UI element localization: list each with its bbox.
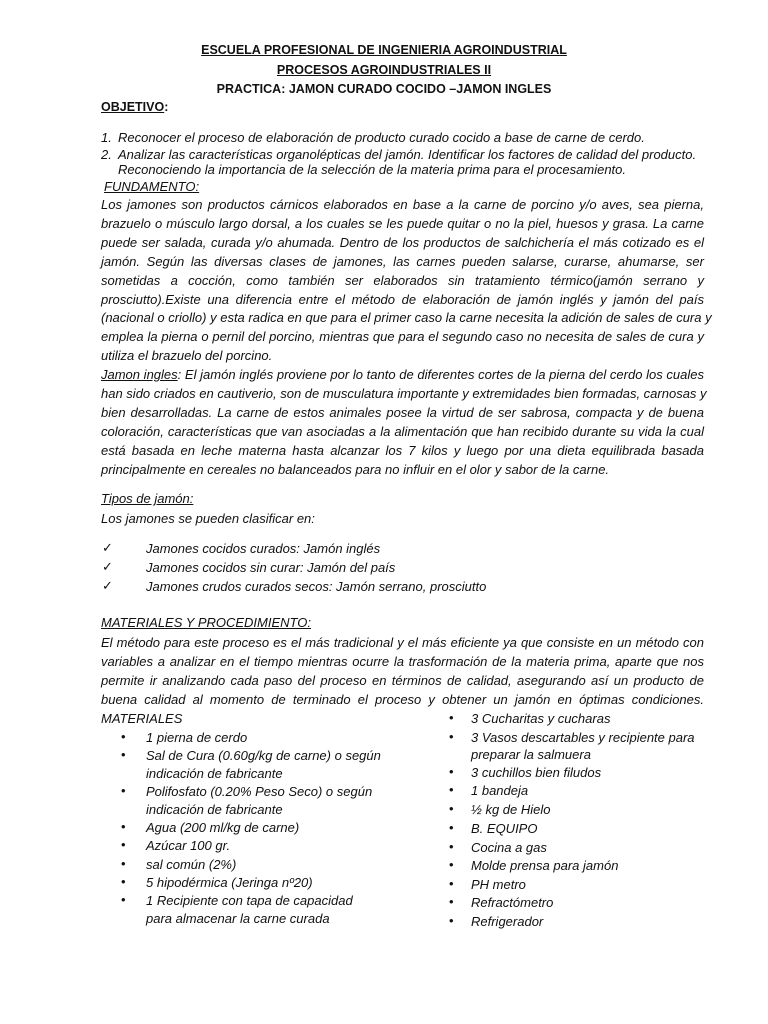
material-item-cont: para almacenar la carne curada (146, 911, 330, 926)
objetivo-item-2-number: 2. (101, 147, 112, 162)
material-item: sal común (2%) (146, 857, 237, 872)
fundamento-line: sometidas a cocción, como también ser elaborados sin tratamiento térmico(jamón serrano y (101, 272, 704, 288)
jamon-ingles-paragraph (101, 366, 707, 479)
fundamento-line: prosciutto).Existe una diferencia entre el método de elaboración de jamón inglés y jamón del país (101, 291, 704, 307)
jamon-ingles-line: bien desarrolladas. La carne de estos animales posee la virtud de ser sabrosa, compacta y de buena (101, 404, 704, 420)
fundamento-line: emplea la pierna o pernil del porcino, mientras que para el segundo caso no necesita de sales de cura y (101, 329, 704, 345)
objetivo-colon: : (164, 100, 169, 114)
material-item: Polifosfato (0.20% Peso Seco) o según (146, 784, 373, 799)
material-item-cont: preparar la salmuera (471, 747, 591, 762)
bullet-icon: • (449, 894, 454, 909)
tipos-item: Jamones cocidos curados: Jamón inglés (146, 541, 381, 556)
bullet-icon: • (121, 747, 126, 762)
bullet-icon: • (449, 729, 454, 744)
procedimiento-line: buena calidad al momento de terminado el proceso y obtener un jamón en óptimas condiciones. (101, 691, 704, 707)
bullet-icon: • (121, 837, 126, 852)
practice-title: PRACTICA: JAMON CURADO COCIDO –JAMON INGLES (216, 82, 552, 96)
bullet-icon: • (121, 874, 126, 889)
school-title: ESCUELA PROFESIONAL DE INGENIERIA AGROINDUSTRIAL (201, 43, 567, 57)
objetivo-heading-text: OBJETIVO (101, 100, 165, 114)
bullet-icon: • (449, 876, 454, 891)
fundamento-line: puede ser salada, curada y/o ahumada. Dentro de los productos de salchichería el más cotizado es el (101, 234, 704, 250)
material-item: 1 pierna de cerdo (146, 730, 248, 745)
jamon-ingles-line: principalmente en cereales no balanceados para no influir en el olor y sabor de la carne. (101, 461, 610, 477)
procedimiento-paragraph (101, 634, 704, 710)
bullet-icon: • (121, 783, 126, 798)
material-item: Refrigerador (471, 914, 544, 929)
material-item: 1 Recipiente con tapa de capacidad (146, 893, 353, 908)
fundamento-heading: FUNDAMENTO: (104, 179, 200, 194)
materiales-procedimiento-heading: MATERIALES Y PROCEDIMIENTO: (101, 615, 311, 630)
jamon-ingles-label: Jamon ingles (101, 367, 178, 382)
fundamento-line: Los jamones son productos cárnicos elaborados en base a la carne de porcino y/o aves, sea pierna, (101, 197, 704, 212)
tipos-heading: Tipos de jamón: (101, 491, 194, 506)
bullet-icon: • (449, 913, 454, 928)
material-item: Azúcar 100 gr. (146, 838, 231, 853)
tipos-item: Jamones crudos curados secos: Jamón serrano, prosciutto (146, 579, 487, 594)
material-item: PH metro (471, 877, 526, 892)
fundamento-line: jamón. Según las diversas clases de jamones, las carnes pueden salarse, curarse, ahumarse, ser (101, 253, 704, 269)
material-item: ½ kg de Hielo (471, 802, 551, 817)
material-item: Molde prensa para jamón (471, 858, 619, 873)
objetivo-item-2-text-cont: Reconociendo la importancia de la selección de la materia prima para el procesamiento. (118, 162, 626, 177)
jamon-ingles-first-line (101, 366, 704, 385)
material-item: Agua (200 ml/kg de carne) (146, 820, 300, 835)
material-item: Cocina a gas (471, 840, 547, 855)
fundamento-line: utiliza el brazuelo del porcino. (101, 348, 273, 364)
fundamento-line: brazuelo o músculo largo dorsal, a los cuales se les puede quitar o no la piel, huesos y grasa. La carne (101, 215, 704, 231)
jamon-ingles-line: han sido criados en cautiverio, son de musculatura importante y extremidades bien formadas, carnosas y (101, 385, 707, 401)
bullet-icon: • (121, 892, 126, 907)
materiales-heading: MATERIALES (101, 711, 183, 726)
material-item: Refractómetro (471, 895, 554, 910)
bullet-icon: • (449, 782, 454, 797)
material-item: 3 cuchillos bien filudos (471, 765, 602, 780)
checkmark-icon: ✓ (102, 559, 113, 574)
bullet-icon: • (121, 819, 126, 834)
course-title: PROCESOS AGROINDUSTRIALES II (276, 63, 492, 77)
bullet-icon: • (449, 801, 454, 816)
fundamento-line: (nacional o criollo) y esta radica en que para el primer caso la carne necesita la adición de sales de cura y (101, 310, 712, 326)
bullet-icon: • (449, 857, 454, 872)
fundamento-paragraph (101, 196, 712, 366)
material-item: 3 Vasos descartables y recipiente para (471, 730, 695, 745)
tipos-intro: Los jamones se pueden clasificar en: (101, 511, 315, 526)
material-item: Sal de Cura (0.60g/kg de carne) o según (146, 748, 381, 763)
checkmark-icon: ✓ (102, 540, 113, 555)
bullet-icon: • (449, 710, 454, 725)
procedimiento-line: El método para este proceso es el más tradicional y el más eficiente ya que consiste en un método con (101, 635, 704, 650)
bullet-icon: • (449, 764, 454, 779)
material-item: 3 Cucharitas y cucharas (471, 711, 611, 726)
material-item-cont: indicación de fabricante (146, 802, 283, 817)
bullet-icon: • (449, 820, 454, 835)
objetivo-item-1-text: Reconocer el proceso de elaboración de producto curado cocido a base de carne de cerdo. (118, 130, 645, 145)
objetivo-item-1-number: 1. (101, 130, 112, 145)
objetivo-item-2-text: Analizar las características organolépticas del jamón. Identificar los factores de calidad del producto. (118, 147, 697, 162)
bullet-icon: • (121, 856, 126, 871)
material-item: 1 bandeja (471, 783, 529, 798)
bullet-icon: • (449, 839, 454, 854)
procedimiento-line: permite ir analizando cada paso del proceso en términos de calidad, asegurando así un producto de (101, 672, 704, 688)
equipo-heading: B. EQUIPO (471, 821, 538, 836)
jamon-ingles-line: coloración, características que van asociadas a la alimentación que han recibido durante su vida la cual (101, 423, 704, 439)
material-item-cont: indicación de fabricante (146, 766, 283, 781)
procedimiento-line: variables a analizar en el tiempo mientras ocurre la trasformación de la materia prima, aparte que nos (101, 653, 704, 669)
objetivo-heading (101, 100, 168, 114)
bullet-icon: • (121, 729, 126, 744)
jamon-ingles-line: está basada en leche materna hasta alcanzar los 7 kilos y luego por una dieta equilibrada basada (101, 442, 704, 458)
tipos-item: Jamones cocidos sin curar: Jamón del país (146, 560, 396, 575)
jamon-ingles-first-text: : El jamón inglés proviene por lo tanto de diferentes cortes de la pierna del cerdo los cuales (177, 367, 704, 382)
checkmark-icon: ✓ (102, 578, 113, 593)
material-item: 5 hipodérmica (Jeringa nº20) (146, 875, 313, 890)
